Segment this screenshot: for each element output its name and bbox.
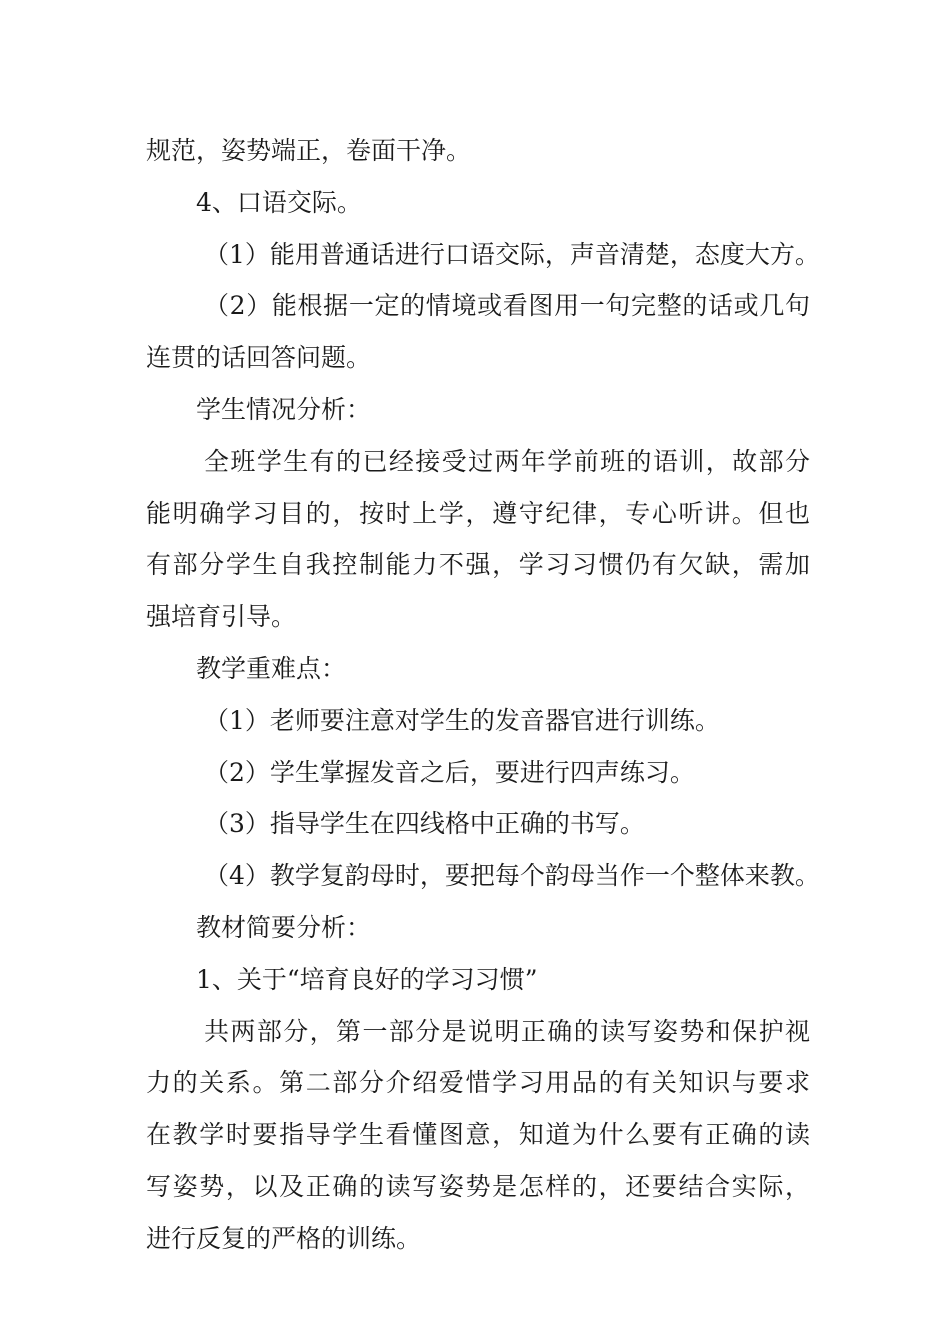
paragraph-line: 共两部分，第一部分是说明正确的读写姿势和保护视 xyxy=(204,1016,810,1046)
list-item: （1）老师要注意对学生的发音器官进行训练。 xyxy=(204,705,720,735)
paragraph-line: 在教学时要指导学生看懂图意，知道为什么要有正确的读 xyxy=(146,1120,810,1150)
list-item: （2）能根据一定的情境或看图用一句完整的话或几句 xyxy=(204,291,810,321)
paragraph-line: 力的关系。第二部分介绍爱惜学习用品的有关知识与要求 xyxy=(146,1068,810,1098)
paragraph-line: 有部分学生自我控制能力不强，学习习惯仍有欠缺，需加 xyxy=(146,550,810,580)
list-item: （4）教学复韵母时，要把每个韵母当作一个整体来教。 xyxy=(204,861,820,891)
paragraph-line: 进行反复的严格的训练。 xyxy=(146,1223,422,1253)
document-body xyxy=(146,125,820,1265)
paragraph-line: 强培育引导。 xyxy=(146,602,297,632)
paragraph-line: 能明确学习目的，按时上学，遵守纪律，专心听讲。但也 xyxy=(146,498,810,528)
section-heading-student-analysis: 学生情况分析： xyxy=(196,394,372,424)
subsection-heading: 1、关于“培育良好的学习习惯” xyxy=(196,964,538,994)
text-line: 连贯的话回答问题。 xyxy=(146,343,372,373)
text-line: 规范，姿势端正，卷面干净。 xyxy=(146,136,472,165)
section-heading-key-points: 教学重难点： xyxy=(196,653,347,683)
list-item: （3）指导学生在四线格中正确的书写。 xyxy=(204,809,645,839)
section-heading-textbook-analysis: 教材简要分析： xyxy=(196,912,372,942)
paragraph-line: 全班学生有的已经接受过两年学前班的语训，故部分 xyxy=(204,446,810,476)
section-heading-oral-communication: 4、口语交际。 xyxy=(196,187,362,217)
list-item: （1）能用普通话进行口语交际，声音清楚，态度大方。 xyxy=(204,239,820,269)
list-item: （2）学生掌握发音之后，要进行四声练习。 xyxy=(204,757,695,787)
paragraph-line: 写姿势，以及正确的读写姿势是怎样的，还要结合实际， xyxy=(146,1171,810,1201)
